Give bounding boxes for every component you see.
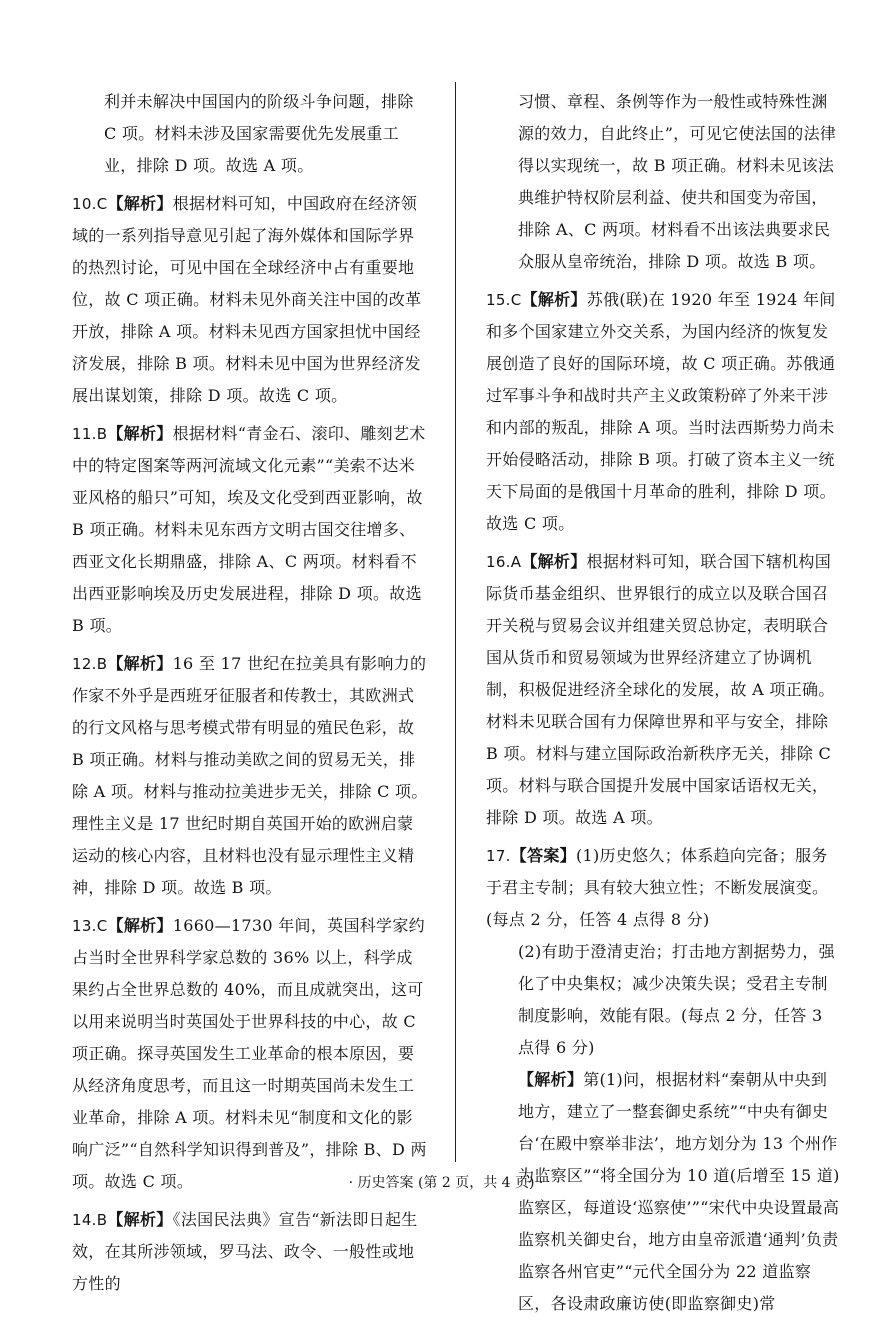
continued-text-body: 利并未解决中国国内的阶级斗争问题，排除 C 项。材料未涉及国家需要优先发展重工业，排除 D 项。故选 A 项。	[104, 92, 414, 175]
question-number: 14.B	[72, 1211, 108, 1229]
analysis-label: 【解析】	[521, 290, 587, 309]
answer-part-2: (2)有助于澄清吏治；打击地方割据势力，强化了中央集权；减少决策失误；受君主专制制度影响，效能有限。(每点 2 分，任答 3 点得 6 分)	[518, 942, 835, 1057]
question-14	[72, 1204, 428, 1300]
analysis-label: 【解析】	[107, 916, 173, 935]
continued-text-body: 习惯、章程、条例等作为一般性或特殊性渊源的效力，自此终止”，可见它使法国的法律得以实现统一，故 B 项正确。材料未见该法典维护特权阶层利益、使共和国变为帝国，排除 A、C 两项。材料看不出该法典要求民众服从皇帝统治，排除 D 项。故选 B 项。	[518, 92, 837, 271]
question-15	[486, 284, 842, 540]
analysis-label: 【解析】	[521, 552, 587, 571]
continued-text	[72, 86, 428, 182]
question-10	[72, 188, 428, 412]
question-16	[486, 546, 842, 834]
answer-label: 【答案】	[510, 846, 576, 865]
analysis-text: 根据材料“青金石、滚印、雕刻艺术中的特定图案等两河流域文化元素”“美索不达米亚风格的船只”可知，埃及文化受到西亚影响，故 B 项正确。材料未见东西方文明古国交往增多、西亚文化长期鼎盛，排除 A、C 两项。材料看不出西亚影响埃及历史发展进程，排除 D 项。故选 B 项。	[72, 424, 426, 635]
column-divider	[455, 82, 456, 1162]
question-number: 11.B	[72, 425, 108, 443]
analysis-text: 根据材料可知，联合国下辖机构国际货币基金组织、世界银行的成立以及联合国召开关税与贸易会议并组建关贸总协定，表明联合国从货币和贸易领域为世界经济建立了协调机制，积极促进经济全球化的发展，故 A 项正确。材料未见联合国有力保障世界和平与安全，排除 B 项。材料与建立国际政治新秩序无关，排除 C 项。材料与联合国提升发展中国家话语权无关，排除 D 项。故选 A 项。	[486, 552, 835, 827]
question-number: 17.	[486, 847, 511, 865]
analysis-text: 1660—1730 年间，英国科学家约占当时全世界科学家总数的 36% 以上，科学成果约占全世界总数的 40%，而且成就突出，这可以用来说明当时英国处于世界科技的中心，故 C 项正确。探寻英国发生工业革命的根本原因，要从经济角度思考，而且这一时期英国尚未发生工业革命，排除 A 项。材料未见“制度和文化的影响广泛”“自然科学知识得到普及”，排除 B、D 两项。故选 C 项。	[72, 916, 427, 1191]
question-13	[72, 910, 428, 1198]
continued-text	[486, 86, 842, 278]
question-11	[72, 418, 428, 642]
analysis-label: 【解析】	[518, 1070, 584, 1089]
analysis-text: 16 至 17 世纪在拉美具有影响力的作家不外乎是西班牙征服者和传教士，其欧洲式的行文风格与思考模式带有明显的殖民色彩，故 B 项正确。材料与推动美欧之间的贸易无关，排除 A 项。材料与推动拉美进步无关，排除 C 项。理性主义是 17 世纪时期自英国开始的欧洲启蒙运动的核心内容，且材料也没有显示理性主义精神，排除 D 项。故选 B 项。	[72, 654, 428, 897]
question-number: 16.A	[486, 553, 522, 571]
question-number: 15.C	[486, 291, 522, 309]
analysis-text: 根据材料可知，中国政府在经济领域的一系列指导意见引起了海外媒体和国际学界的热烈讨论，可见中国在全球经济中占有重要地位，故 C 项正确。材料未见外商关注中国的改革开放，排除 A 项。材料未见西方国家担忧中国经济发展，排除 B 项。材料未见中国为世界经济发展出谋划策，排除 D 项。故选 C 项。	[72, 194, 422, 405]
analysis-text: 《法国民法典》宣告“新法即日起生效，在其所涉领域，罗马法、政令、一般性或地方性的	[72, 1210, 418, 1293]
question-number: 12.B	[72, 655, 108, 673]
answer-part-1: (1)历史悠久；体系趋向完备；服务于君主专制；具有较大独立性；不断发展演变。(每点 2 分，任答 4 点得 8 分)	[486, 846, 829, 929]
analysis-text: 第(1)问，根据材料“秦朝从中央到地方，建立了一整套御史系统”“中央有御史台‘在殿中察举非法’，地方划分为 13 个州作为监察区”“将全国分为 10 道(后增至 15 道)监察区，每道设‘巡察使’”“宋代中央设置最高监察机关御史台，地方由皇帝派遣‘通判’负责监察各州官吏”“元代全国分为 22 道监察区，各设肃政廉访使(即监察御史)常	[518, 1070, 840, 1313]
question-number: 10.C	[72, 195, 108, 213]
analysis-text: 苏俄(联)在 1920 年至 1924 年间和多个国家建立外交关系，为国内经济的恢复发展创造了良好的国际环境，故 C 项正确。苏俄通过军事斗争和战时共产主义政策粉碎了外来干涉和内部的叛乱，排除 A 项。当时法西斯势力尚未开始侵略活动，排除 B 项。打破了资本主义一统天下局面的是俄国十月革命的胜利，排除 D 项。故选 C 项。	[486, 290, 836, 533]
analysis-block	[486, 1064, 842, 1320]
question-17	[486, 840, 842, 1320]
right-column	[486, 86, 842, 1326]
analysis-label: 【解析】	[107, 424, 173, 443]
answer-line	[486, 840, 842, 936]
page-footer: · 历史答案 (第 2 页，共 4 页) ·	[348, 1175, 544, 1191]
analysis-label: 【解析】	[107, 1210, 173, 1229]
question-12	[72, 648, 428, 904]
analysis-label: 【解析】	[107, 654, 173, 673]
left-column	[72, 86, 428, 1306]
analysis-label: 【解析】	[107, 194, 173, 213]
question-number: 13.C	[72, 917, 108, 935]
